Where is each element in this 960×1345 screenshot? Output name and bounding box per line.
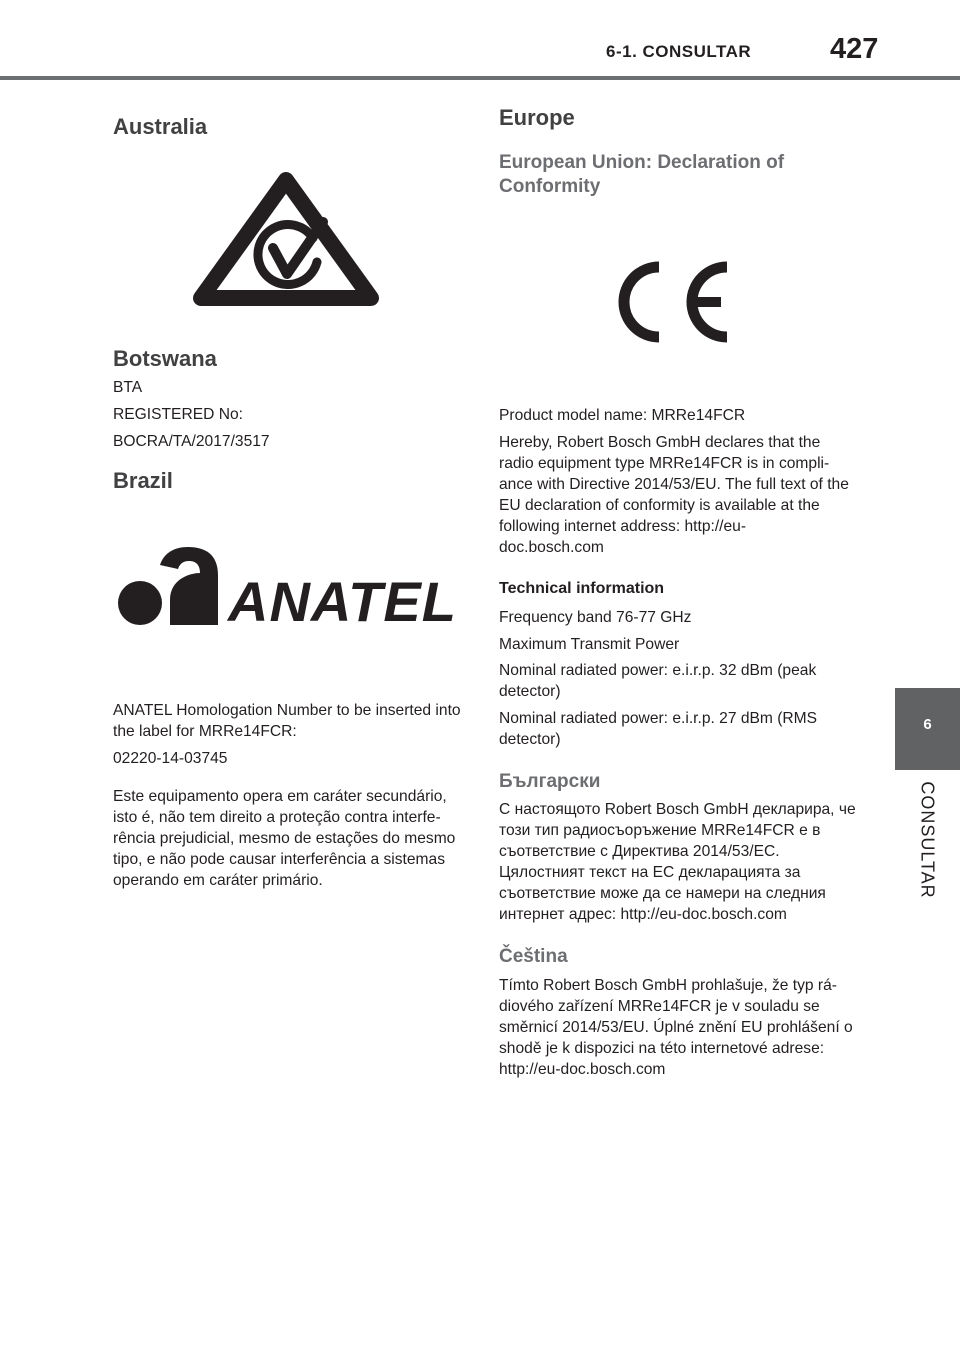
chapter-tab[interactable] bbox=[895, 688, 960, 770]
page-number: 427 bbox=[830, 33, 879, 65]
eu-declaration-subheading: European Union: Declaration of Conformity bbox=[499, 152, 785, 197]
tech-max-transmit-power: Maximum Transmit Power bbox=[499, 636, 680, 653]
bulgarian-heading: Български bbox=[499, 771, 601, 792]
australia-heading: Australia bbox=[113, 114, 208, 139]
anatel-number: 02220-14-03745 bbox=[113, 750, 228, 767]
czech-text: Tímto Robert Bosch GmbH prohlašuje, že typ rá-diového zařízení MRRe14FCR je v souladu se směrnicí 2014/53/EU. Úplné znění EU prohlášení o shodě je k dispozici na této internetové adrese: http://eu-doc.bosch.com bbox=[499, 977, 853, 1078]
botswana-line-2: REGISTERED No: bbox=[113, 406, 243, 423]
chapter-number: 6 bbox=[923, 716, 932, 733]
section-title: 6-1. CONSULTAR bbox=[606, 42, 752, 61]
brazil-heading: Brazil bbox=[113, 468, 173, 493]
anatel-notice: Este equipamento opera em caráter secundário, isto é, não tem direito a proteção contra interfe-rência prejudicial, mesmo de estações do mesmo tipo, e não pode causar interferência a sistemas operando em caráter primário. bbox=[113, 788, 456, 889]
botswana-heading: Botswana bbox=[113, 346, 217, 371]
anatel-logo bbox=[118, 545, 458, 635]
czech-heading: Čeština bbox=[499, 946, 568, 967]
anatel-homologation-text: ANATEL Homologation Number to be inserted into the label for MRRe14FCR: bbox=[113, 702, 461, 740]
botswana-line-1: BTA bbox=[113, 379, 143, 396]
tech-rms-power: Nominal radiated power: e.i.r.p. 27 dBm (RMS detector) bbox=[499, 710, 818, 748]
product-model-name: Product model name: MRRe14FCR bbox=[499, 407, 746, 424]
eu-declaration-text: Hereby, Robert Bosch GmbH declares that the radio equipment type MRRe14FCR is in compli-ance with Directive 2014/53/EU. The full text of the EU declaration of conformity is available at the following internet address: http://eu-doc.bosch.com bbox=[499, 434, 849, 556]
technical-info-heading: Technical information bbox=[499, 580, 665, 597]
anatel-logo-text: ANATEL bbox=[228, 570, 457, 633]
page-header bbox=[0, 0, 960, 82]
chapter-tab-label: CONSULTAR bbox=[917, 781, 938, 899]
rcm-compliance-mark-icon bbox=[191, 170, 381, 310]
europe-heading: Europe bbox=[499, 105, 575, 130]
ce-mark-icon bbox=[611, 258, 736, 346]
bulgarian-text: С настоящото Robert Bosch GmbH декларира, че този тип радиосъоръжение MRRe14FCR е в съответствие с Директива 2014/53/ЕС. Цялостният текст на ЕС декларацията за съответствие може да се намери на следния интернет адрес: http://eu-doc.bosch.com bbox=[499, 801, 856, 923]
header-rule bbox=[0, 76, 960, 80]
anatel-emblem-icon bbox=[118, 545, 228, 630]
tech-peak-power: Nominal radiated power: e.i.r.p. 32 dBm (peak detector) bbox=[499, 662, 817, 700]
botswana-line-3: BOCRA/TA/2017/3517 bbox=[113, 433, 270, 450]
tech-frequency-band: Frequency band 76-77 GHz bbox=[499, 609, 692, 626]
